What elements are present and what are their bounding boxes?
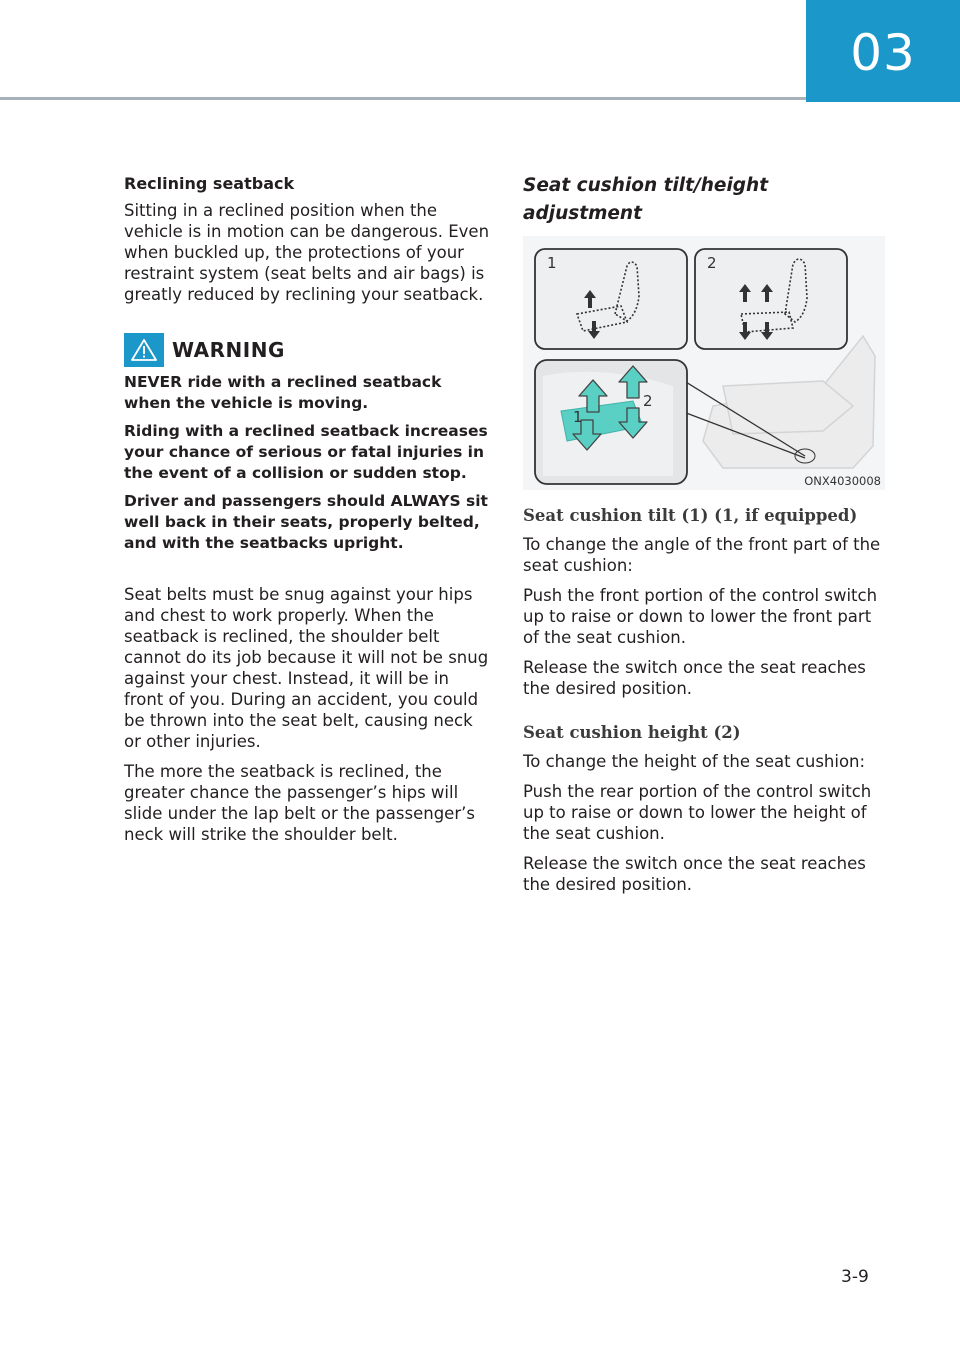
warning-text-3: Driver and passengers should ALWAYS sit well back in their seats, properly belted, and with the seatbacks upright.	[124, 492, 488, 552]
seatbelt-snug-text: Seat belts must be snug against your hips and chest to work properly. When the seatback is reclined, the shoulder belt cannot do its job because it will not be snug against your chest. Instead, it will be in front of you. During an accident, you could be thrown into the seat belt, causing neck or other injuries.	[124, 585, 489, 751]
inset-label-1: 1	[547, 254, 557, 272]
switch-label-1: 1	[573, 408, 583, 426]
seat-illustration	[523, 236, 885, 490]
warning-text-2: Riding with a reclined seatback increases your chance of serious or fatal injuries in the event of a collision or sudden stop.	[124, 422, 488, 482]
reclining-heading: Reclining seatback	[124, 174, 295, 193]
switch-label-2: 2	[643, 392, 653, 410]
warning-title: WARNING	[172, 338, 285, 362]
tilt-text-3: Release the switch once the seat reaches the desired position.	[523, 658, 866, 698]
warning-triangle-icon	[124, 333, 164, 367]
chapter-tab: 03	[806, 0, 960, 102]
warning-header	[124, 333, 490, 367]
height-text-2: Push the rear portion of the control switch up to raise or down to lower the height of the seat cushion.	[523, 782, 872, 843]
header-rule	[0, 97, 806, 100]
page-number: 3-9	[841, 1267, 869, 1287]
tilt-text-2: Push the front portion of the control switch up to raise or down to lower the front part of the seat cushion.	[523, 586, 878, 647]
inset-label-2: 2	[707, 254, 717, 272]
seatbelt-section	[124, 584, 490, 845]
tilt-text-1: To change the angle of the front part of the seat cushion:	[523, 535, 881, 575]
height-text-3: Release the switch once the seat reaches the desired position.	[523, 854, 866, 894]
tilt-heading: Seat cushion tilt (1) (1, if equipped)	[523, 506, 858, 525]
figure-code: ONX4030008	[804, 474, 881, 488]
seat-background-drawing	[703, 336, 875, 468]
left-column	[124, 172, 490, 854]
warning-box	[124, 333, 490, 554]
reclining-text: Sitting in a reclined position when the vehicle is in motion can be dangerous. Even when buckled up, the protections of your restraint system (seat belts and air bags) is greatly reduced by reclining your seatback.	[124, 201, 490, 304]
section-title: Seat cushion tilt/height adjustment	[523, 175, 769, 224]
height-text-1: To change the height of the seat cushion:	[523, 752, 866, 771]
seat-adjustment-figure	[523, 236, 885, 490]
seatbelt-recline-text: The more the seatback is reclined, the greater chance the passenger’s hips will slide under the lap belt or the passenger’s neck will strike the shoulder belt.	[124, 762, 475, 844]
right-column	[523, 172, 889, 904]
height-heading: Seat cushion height (2)	[523, 723, 741, 742]
warning-text-1: NEVER ride with a reclined seatback when the vehicle is moving.	[124, 373, 442, 412]
inset-box-1	[535, 249, 687, 349]
